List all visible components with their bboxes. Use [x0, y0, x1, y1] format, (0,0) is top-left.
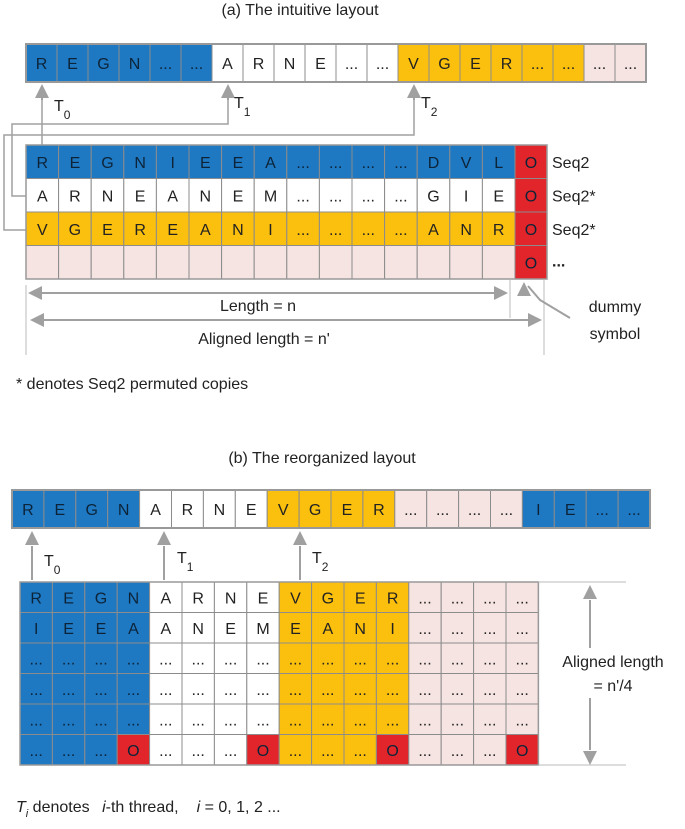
aligned-length-label: Aligned length = n' — [198, 331, 330, 348]
b-thread-label-sub: 2 — [321, 560, 329, 574]
b-grid-cell-text: ... — [418, 620, 432, 638]
a-top-cell-text: N — [128, 56, 141, 73]
a-aligned-arrow-head-left — [30, 313, 44, 327]
b-top-cell-text: V — [277, 502, 289, 519]
a-dummy-pointer — [528, 286, 570, 318]
a-grid-cell-box — [450, 246, 483, 280]
b-grid-cell-text: A — [322, 620, 334, 638]
b-grid-cell-text: ... — [450, 712, 465, 730]
b-grid-cell-text: ... — [321, 712, 335, 730]
a-top-cell-text: G — [97, 56, 110, 73]
a-thread-arrow-head — [221, 84, 235, 98]
a-top-cell-text: ... — [561, 56, 576, 73]
b-grid-cell-text: ... — [94, 681, 108, 699]
b-grid-cell-text: R — [192, 590, 204, 608]
b-grid-cell-text: ... — [450, 742, 465, 760]
a-grid-cell-box — [189, 246, 222, 280]
b-grid-cell-text: R — [30, 590, 42, 608]
a-top-cell-text: V — [408, 56, 419, 73]
b-grid-cell-text: ... — [515, 681, 529, 699]
a-aligned-arrow-head-right — [528, 313, 542, 327]
a-grid-cell-box — [124, 246, 157, 280]
b-thread-arrow-head — [157, 531, 171, 545]
b-grid-cell-text: ... — [483, 590, 497, 608]
b-grid-cell-text: ... — [385, 681, 400, 699]
a-grid-cell-box — [91, 246, 124, 280]
b-grid-cell-text: ... — [223, 742, 238, 760]
b-thread-label: $T_1$ — [177, 550, 194, 574]
b-grid-cell-text: ... — [126, 681, 141, 699]
b-grid-cell-text: E — [63, 590, 74, 608]
b-grid-cell-text: ... — [515, 712, 529, 730]
b-grid-cell-text: O — [515, 742, 529, 760]
b-grid-cell-text: ... — [515, 620, 529, 638]
a-grid-cell-text: ... — [394, 221, 408, 239]
b-grid-cell-text: ... — [61, 681, 76, 699]
a-top-cell-text: ... — [623, 56, 638, 73]
b-grid-cell-text: E — [257, 590, 269, 608]
b-top-cell-text: ... — [595, 502, 609, 519]
legend-text-1: denotes — [28, 799, 95, 816]
b-top-cell-text: E — [54, 502, 66, 519]
a-dummy-cell-text: O — [524, 188, 538, 206]
dummy-symbol-label-2: symbol — [589, 326, 641, 343]
b-grid-cell-text: ... — [321, 681, 335, 699]
a-thread-label-sub: 0 — [63, 108, 71, 122]
a-thread-label: $T_2$ — [421, 95, 438, 119]
b-top-cell-text: E — [341, 502, 353, 519]
b-grid-cell-text: ... — [159, 681, 173, 699]
b-aligned-length-label-1: Aligned length — [562, 654, 664, 671]
a-top-cell-text: ... — [592, 56, 607, 73]
a-grid-cell-text: N — [101, 188, 114, 206]
b-grid-cell-text: ... — [418, 590, 432, 608]
a-top-cell-text: R — [500, 56, 513, 73]
b-grid-cell-text: A — [128, 620, 139, 638]
b-top-cell-text: ... — [499, 502, 514, 519]
a-grid-cell-text: E — [134, 188, 146, 206]
a-top-cell-text: A — [222, 56, 233, 73]
a-top-cell-text: E — [470, 56, 481, 73]
b-top-cell-text: ... — [435, 502, 450, 519]
b-grid-cell-text: ... — [94, 742, 108, 760]
a-dummy-pointer-head — [517, 282, 531, 296]
a-row-label: Seq2* — [552, 188, 596, 206]
b-grid-cell-text: O — [386, 742, 399, 760]
legend-text-3: = 0, 1, 2 ... — [200, 799, 281, 816]
b-top-cell-text: N — [117, 502, 130, 519]
b-grid-cell-text: ... — [353, 742, 367, 760]
a-grid-cell-box — [319, 246, 352, 280]
a-grid-cell-text: A — [36, 188, 48, 206]
a-grid-cell-text: I — [463, 188, 469, 206]
b-grid-cell-text: ... — [29, 712, 43, 730]
b-top-cell-text: R — [22, 502, 34, 519]
b-grid-cell-text: E — [290, 620, 301, 638]
b-grid-cell-text: ... — [94, 651, 108, 669]
b-grid-cell-text: ... — [321, 651, 335, 669]
b-grid-cell-text: ... — [450, 620, 465, 638]
b-thread-arrow-head — [25, 531, 39, 545]
b-grid-cell-text: R — [386, 590, 399, 608]
b-grid-cell-text: ... — [288, 681, 303, 699]
a-grid-cell-box — [287, 246, 320, 280]
b-grid-cell-text: ... — [223, 651, 238, 669]
b-grid-cell-text: ... — [126, 712, 141, 730]
a-grid-cell-text: I — [268, 221, 273, 239]
a-top-cell-text: ... — [189, 56, 204, 73]
b-grid-cell-text: ... — [483, 712, 497, 730]
b-grid-cell-text: ... — [353, 712, 367, 730]
part-a-footnote: * denotes Seq2 permuted copies — [16, 376, 249, 393]
b-grid-cell-text: ... — [385, 712, 400, 730]
a-length-arrow-head-right — [494, 286, 508, 300]
a-grid-cell-text: R — [69, 188, 81, 206]
b-grid-cell-text: ... — [191, 651, 205, 669]
a-top-cell-text: E — [67, 56, 78, 73]
b-grid-cell-text: ... — [418, 681, 432, 699]
b-top-cell-text: E — [245, 502, 257, 519]
a-grid-cell-box — [385, 246, 418, 280]
part-b-title: (b) The reorganized layout — [228, 450, 416, 467]
b-top-cell-text: N — [213, 502, 226, 519]
b-grid-cell-text: ... — [418, 742, 432, 760]
a-grid-cell-text: E — [102, 221, 113, 239]
a-grid-cell-text: R — [492, 221, 505, 239]
a-grid-cell-text: E — [199, 154, 211, 172]
b-grid-cell-text: ... — [515, 651, 529, 669]
b-top-cell-text: G — [85, 502, 98, 519]
b-grid-cell-text: ... — [418, 651, 432, 669]
a-grid-cell-box — [156, 246, 189, 280]
b-grid-cell-text: ... — [483, 620, 497, 638]
b-top-cell-text: R — [373, 502, 385, 519]
a-top-cell-text: ... — [375, 56, 390, 73]
b-grid-cell-text: ... — [353, 681, 367, 699]
a-top-cell-text: E — [315, 56, 326, 73]
a-grid-cell-text: I — [170, 154, 175, 172]
b-thread-label: $T_0$ — [44, 553, 61, 577]
b-grid-cell-text: ... — [29, 651, 43, 669]
a-grid-cell-text: E — [493, 188, 505, 206]
legend-i-1: i — [102, 799, 106, 816]
a-grid-cell-text: N — [232, 221, 244, 239]
b-top-cell-text: E — [564, 502, 576, 519]
b-grid-cell-text: ... — [450, 681, 465, 699]
b-grid-cell-text: ... — [418, 712, 432, 730]
b-thread-label: $T_2$ — [312, 550, 329, 574]
b-grid-cell-text: ... — [288, 712, 303, 730]
b-top-cell-text: ... — [404, 502, 418, 519]
b-grid-cell-text: ... — [61, 651, 76, 669]
a-grid-cell-text: D — [427, 154, 440, 172]
a-grid-cell-text: G — [68, 221, 82, 239]
b-grid-cell-text: ... — [353, 651, 367, 669]
b-grid-cell-text: ... — [256, 681, 270, 699]
b-top-cell-text: G — [308, 502, 322, 519]
b-grid-cell-text: ... — [483, 651, 497, 669]
dummy-symbol-label-1: dummy — [588, 299, 642, 316]
a-grid-cell-text: G — [101, 154, 114, 172]
a-grid-cell-text: ... — [329, 221, 343, 239]
b-grid-cell-text: ... — [61, 742, 76, 760]
b-grid-cell-text: N — [127, 590, 140, 608]
a-grid-cell-text: A — [167, 188, 179, 206]
b-grid-cell-text: ... — [94, 712, 108, 730]
b-grid-cell-text: E — [225, 620, 236, 638]
a-row-label: ... — [552, 253, 566, 271]
b-grid-cell-text: E — [95, 620, 107, 638]
length-label: Length = n — [219, 298, 297, 315]
b-grid-cell-text: ... — [450, 651, 465, 669]
legend-t-sub: i — [25, 808, 29, 820]
a-dummy-cell-text: O — [524, 255, 538, 273]
a-top-cell-text: R — [252, 56, 265, 73]
a-grid-cell-text: ... — [329, 188, 343, 206]
b-grid-cell-text: O — [256, 742, 270, 760]
a-length-arrow-head-left — [28, 286, 42, 300]
b-grid-cell-text: M — [256, 620, 270, 638]
b-grid-cell-text: G — [321, 590, 335, 608]
a-grid-cell-text: N — [134, 154, 146, 172]
a-grid-cell-text: ... — [361, 188, 375, 206]
b-grid-cell-text: ... — [515, 590, 529, 608]
b-top-cell-text: ... — [627, 502, 641, 519]
a-thread-label: $T_0$ — [54, 98, 71, 122]
a-top-cell-text: R — [35, 56, 48, 73]
b-grid-cell-text: ... — [126, 651, 141, 669]
a-grid-cell-box — [254, 246, 287, 280]
b-grid-cell-text: G — [94, 590, 108, 608]
a-row-label: Seq2 — [552, 154, 590, 172]
a-top-cell-text: ... — [344, 56, 359, 73]
b-grid-cell-text: ... — [61, 712, 76, 730]
a-grid-cell-text: ... — [296, 154, 310, 172]
b-grid-cell-text: N — [224, 590, 237, 608]
b-grid-cell-text: ... — [191, 742, 205, 760]
b-grid-cell-text: ... — [450, 590, 465, 608]
a-grid-cell-text: R — [36, 154, 49, 172]
a-row-label: Seq2* — [552, 221, 596, 239]
b-aligned-length-label-2: = n'/4 — [593, 678, 633, 695]
b-grid-cell-text: ... — [191, 681, 205, 699]
a-grid-cell-text: ... — [394, 154, 408, 172]
a-grid-cell-text: V — [460, 154, 472, 172]
b-grid-cell-text: ... — [29, 742, 43, 760]
b-aligned-arrow-head-top — [583, 585, 597, 599]
a-grid-cell-text: V — [36, 221, 48, 239]
a-grid-cell-text: N — [460, 221, 472, 239]
b-grid-cell-text: ... — [288, 651, 303, 669]
b-top-cell-text: R — [181, 502, 194, 519]
b-grid-cell-text: N — [192, 620, 204, 638]
b-grid-cell-text: ... — [321, 742, 335, 760]
a-grid-cell-text: M — [263, 188, 278, 206]
legend-text — [16, 799, 281, 820]
b-grid-cell-text: ... — [256, 651, 270, 669]
a-dummy-cell-text: O — [524, 221, 538, 239]
b-grid-cell-text: ... — [191, 712, 205, 730]
b-grid-cell-text: I — [33, 620, 39, 638]
a-grid-cell-text: ... — [361, 154, 375, 172]
b-grid-cell-text: ... — [223, 712, 238, 730]
a-top-cell-text: ... — [158, 56, 173, 73]
b-thread-arrow-head — [293, 531, 307, 545]
a-grid-cell-text: G — [427, 188, 440, 206]
a-grid-cell-text: E — [167, 221, 179, 239]
b-grid-cell-text: ... — [483, 742, 497, 760]
b-grid-cell-text: V — [290, 590, 301, 608]
a-grid-cell-text: R — [134, 221, 146, 239]
b-grid-cell-text: A — [160, 590, 172, 608]
a-grid-cell-box — [482, 246, 515, 280]
a-grid-cell-text: ... — [329, 154, 343, 172]
a-grid-cell-text: N — [199, 188, 212, 206]
legend-t: T — [16, 799, 26, 816]
b-thread-label-sub: 1 — [186, 560, 194, 574]
b-aligned-arrow-head-bottom — [583, 751, 597, 765]
diagram-shapes — [4, 44, 682, 765]
b-grid-cell-text: O — [127, 742, 140, 760]
a-thread-label: $T_1$ — [234, 95, 251, 119]
a-grid-cell-text: E — [69, 154, 81, 172]
a-grid-cell-text: A — [199, 221, 211, 239]
b-grid-cell-text: I — [390, 620, 395, 638]
b-top-cell-text: A — [150, 502, 161, 519]
a-grid-cell-text: ... — [296, 188, 310, 206]
b-grid-cell-text: ... — [288, 742, 303, 760]
a-grid-cell-text: E — [232, 188, 244, 206]
b-grid-cell-text: ... — [223, 681, 238, 699]
a-grid-cell-text: ... — [361, 221, 375, 239]
a-grid-cell-box — [222, 246, 255, 280]
b-grid-cell-text: E — [63, 620, 74, 638]
a-grid-cell-text: ... — [394, 188, 408, 206]
legend-i-2: i — [196, 799, 201, 816]
part-a-title: (a) The intuitive layout — [221, 2, 379, 19]
a-grid-cell-box — [26, 246, 59, 280]
a-top-cell-text: N — [283, 56, 296, 73]
a-grid-cell-text: E — [232, 154, 244, 172]
b-grid-cell-text: ... — [483, 681, 497, 699]
b-grid-cell-text: ... — [256, 712, 270, 730]
a-grid-cell-box — [352, 246, 385, 280]
a-grid-cell-text: A — [265, 154, 276, 172]
legend-text-2: -th thread, — [105, 799, 179, 816]
a-dummy-cell-text: O — [524, 154, 538, 172]
b-grid-cell-text: ... — [159, 742, 173, 760]
a-grid-cell-text: L — [494, 154, 504, 172]
a-grid-cell-box — [417, 246, 450, 280]
a-thread-label-sub: 1 — [243, 105, 251, 119]
b-thread-label-sub: 0 — [53, 563, 61, 577]
b-top-cell-text: I — [536, 502, 541, 519]
a-top-cell-text: G — [438, 56, 451, 73]
a-thread-label-sub: 2 — [430, 105, 438, 119]
b-grid-cell-text: ... — [385, 651, 400, 669]
b-grid-cell-text: ... — [29, 681, 43, 699]
a-thread-arrow-head — [407, 84, 421, 98]
b-grid-cell-text: A — [160, 620, 172, 638]
a-top-cell-text: ... — [530, 56, 545, 73]
b-grid-cell-text: ... — [159, 651, 173, 669]
a-grid-cell-text: A — [428, 221, 439, 239]
a-grid-cell-text: ... — [296, 221, 310, 239]
a-thread-arrow-head — [35, 84, 49, 98]
b-grid-cell-text: N — [354, 620, 366, 638]
b-grid-cell-text: ... — [159, 712, 173, 730]
b-top-cell-text: ... — [467, 502, 482, 519]
a-grid-cell-box — [59, 246, 92, 280]
b-grid-cell-text: E — [354, 590, 366, 608]
